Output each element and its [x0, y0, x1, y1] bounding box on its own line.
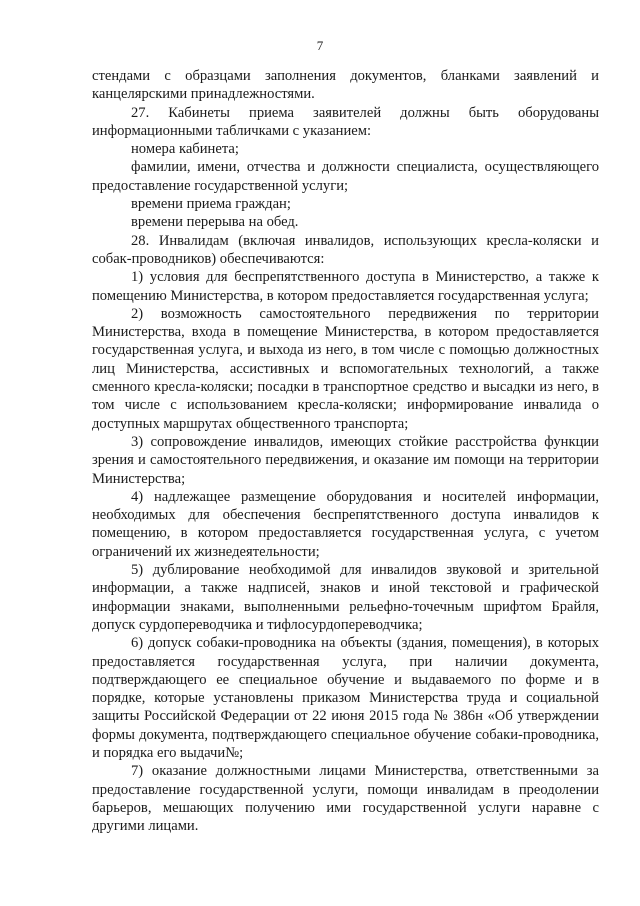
list-item-specialist-name: фамилии, имени, отчества и должности специалиста, осуществляющего предоставление государственной услуги; — [92, 159, 599, 194]
paragraph-continuation: стендами с образцами заполнения документов, бланками заявлений и канцелярскими принадлежностями. — [92, 68, 599, 103]
list-item-reception-time: времени приема граждан; — [131, 196, 291, 213]
list-item-cabinet-number: номера кабинета; — [131, 141, 239, 158]
list-item-7: 7) оказание должностными лицами Министерства, ответственными за предоставление государственной услуги, помощи инвалидам в преодолении барьеров, мешающих получению ими государственной услуги наравне с другими лицами. — [92, 763, 599, 835]
page-number: 7 — [316, 38, 324, 53]
list-item-5: 5) дублирование необходимой для инвалидов звуковой и зрительной информации, а также надписей, знаков и иной текстовой и графической информации знаками, выполненными рельефно-точечным шрифтом Брайля, допуск сурдопереводчика и тифлосурдопереводчика; — [92, 562, 599, 633]
paragraph-28: 28. Инвалидам (включая инвалидов, использующих кресла-коляски и собак-проводников) обеспечиваются: — [92, 232, 599, 267]
list-item-4: 4) надлежащее размещение оборудования и носителей информации, необходимых для обеспечения беспрепятственного доступа инвалидов к помещению, в котором предоставляется государственная услуга, с учетом ограничений их жизнедеятельности; — [92, 488, 599, 560]
list-item-1: 1) условия для беспрепятственного доступа в Министерство, а также к помещению Министерства, в котором предоставляется государственная услуга; — [92, 269, 599, 304]
list-item-2: 2) возможность самостоятельного передвижения по территории Министерства, входа в помещение Министерства, в котором предоставляется государственная услуга, и выхода из него, в том числе с помощью должностных лиц Министерства, ассистивных и вспомогательных технологий, а также сменного кресла-коляски; посадки в транспортное средство и высадки из него, в том числе с использованием кресла-коляски; информирование инвалида о доступных маршрутах общественного транспорта; — [92, 305, 599, 432]
list-item-6: 6) допуск собаки-проводника на объекты (здания, помещения), в которых предоставляется государственная услуга, при наличии документа, подтверждающего ее специальное обучение и выдаваемого по форме и в порядке, которые установлены приказом Министерства труда и социальной защиты Российской Федерации от 22 июня 2015 года № 386н «Об утверждении формы документа, подтверждающего специальное обучение собаки-проводника, и порядка его выдачи№; — [92, 635, 599, 761]
list-item-lunch-break: времени перерыва на обед. — [131, 214, 299, 231]
document-body — [92, 67, 599, 835]
paragraph-27: 27. Кабинеты приема заявителей должны быть оборудованы информационными табличками с указанием: — [92, 104, 599, 139]
list-item-3: 3) сопровождение инвалидов, имеющих стойкие расстройства функции зрения и самостоятельного передвижения, и оказание им помощи на территории Министерства; — [92, 433, 599, 487]
